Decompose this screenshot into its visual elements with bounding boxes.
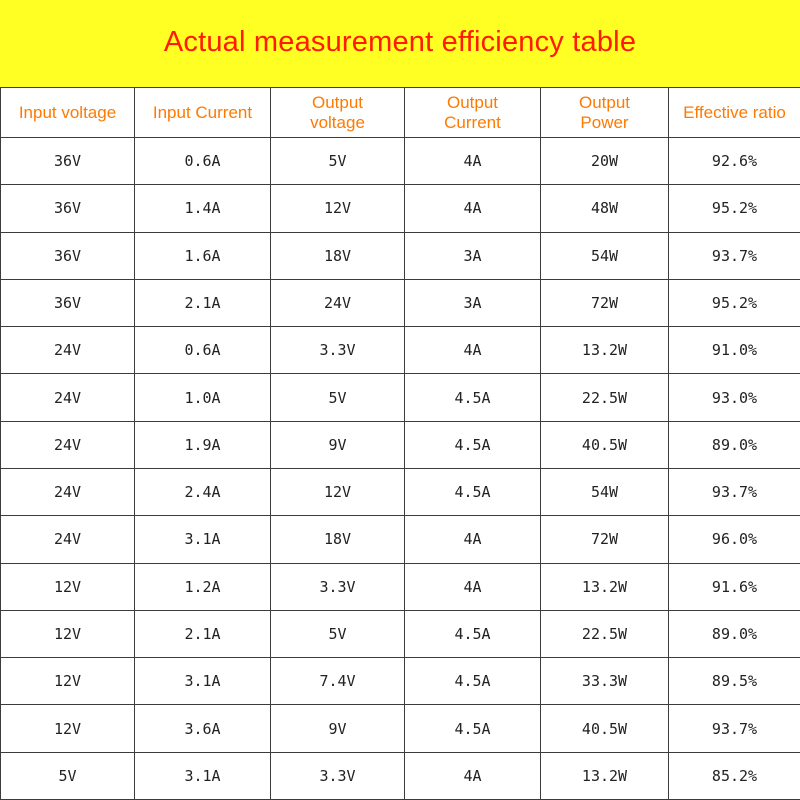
column-header — [1, 88, 135, 138]
table-row — [1, 421, 800, 468]
table-cell: 24V — [1, 468, 135, 515]
table-cell: 85.2% — [669, 752, 800, 799]
table-cell: 3.3V — [271, 327, 405, 374]
column-header — [271, 88, 405, 138]
table-cell: 95.2% — [669, 185, 800, 232]
table-cell: 13.2W — [541, 327, 669, 374]
table-cell: 33.3W — [541, 658, 669, 705]
efficiency-table — [0, 87, 800, 800]
table-cell: 9V — [271, 705, 405, 752]
table-cell: 89.0% — [669, 421, 800, 468]
table-cell: 3.6A — [135, 705, 271, 752]
table-cell: 2.4A — [135, 468, 271, 515]
table-cell: 13.2W — [541, 563, 669, 610]
table-cell: 20W — [541, 138, 669, 185]
column-header — [669, 88, 800, 138]
table-row — [1, 279, 800, 326]
table-cell: 1.2A — [135, 563, 271, 610]
table-cell: 4A — [405, 327, 541, 374]
table-cell: 4.5A — [405, 374, 541, 421]
table-cell: 22.5W — [541, 374, 669, 421]
table-cell: 4.5A — [405, 705, 541, 752]
column-header — [135, 88, 271, 138]
table-cell: 7.4V — [271, 658, 405, 705]
column-header — [541, 88, 669, 138]
table-cell: 9V — [271, 421, 405, 468]
table-row — [1, 658, 800, 705]
table-cell: 4A — [405, 516, 541, 563]
table-row — [1, 185, 800, 232]
table-cell: 4A — [405, 752, 541, 799]
column-header-label: Effective ratio — [683, 102, 786, 122]
table-row — [1, 610, 800, 657]
table-cell: 22.5W — [541, 610, 669, 657]
table-cell: 40.5W — [541, 421, 669, 468]
table-cell: 3A — [405, 279, 541, 326]
table-cell: 0.6A — [135, 327, 271, 374]
table-row — [1, 468, 800, 515]
column-header-label: Input Current — [152, 102, 253, 122]
table-cell: 4.5A — [405, 658, 541, 705]
table-cell: 89.5% — [669, 658, 800, 705]
table-cell: 91.0% — [669, 327, 800, 374]
table-cell: 3.1A — [135, 752, 271, 799]
table-cell: 5V — [1, 752, 135, 799]
table-cell: 2.1A — [135, 610, 271, 657]
table-cell: 36V — [1, 232, 135, 279]
table-cell: 36V — [1, 185, 135, 232]
table-cell: 4.5A — [405, 610, 541, 657]
table-cell: 18V — [271, 232, 405, 279]
table-cell: 93.7% — [669, 468, 800, 515]
table-cell: 4.5A — [405, 468, 541, 515]
table-cell: 12V — [1, 705, 135, 752]
table-row — [1, 232, 800, 279]
table-cell: 72W — [541, 516, 669, 563]
table-cell: 54W — [541, 232, 669, 279]
table-cell: 96.0% — [669, 516, 800, 563]
table-cell: 93.7% — [669, 705, 800, 752]
table-row — [1, 516, 800, 563]
table-cell: 93.7% — [669, 232, 800, 279]
column-header-label: Input voltage — [18, 102, 117, 122]
table-cell: 95.2% — [669, 279, 800, 326]
table-row — [1, 563, 800, 610]
table-cell: 0.6A — [135, 138, 271, 185]
table-cell: 12V — [1, 610, 135, 657]
table-cell: 4.5A — [405, 421, 541, 468]
table-cell: 24V — [271, 279, 405, 326]
table-cell: 12V — [271, 185, 405, 232]
table-cell: 18V — [271, 516, 405, 563]
table-cell: 3.1A — [135, 516, 271, 563]
table-cell: 3.1A — [135, 658, 271, 705]
table-cell: 92.6% — [669, 138, 800, 185]
table-row — [1, 327, 800, 374]
table-cell: 12V — [271, 468, 405, 515]
table-cell: 24V — [1, 327, 135, 374]
table-cell: 3.3V — [271, 752, 405, 799]
table-cell: 1.6A — [135, 232, 271, 279]
table-cell: 36V — [1, 279, 135, 326]
table-cell: 72W — [541, 279, 669, 326]
table-cell: 4A — [405, 138, 541, 185]
table-cell: 12V — [1, 563, 135, 610]
table-cell: 36V — [1, 138, 135, 185]
header-row — [1, 88, 800, 138]
table-cell: 1.4A — [135, 185, 271, 232]
table-cell: 2.1A — [135, 279, 271, 326]
table-cell: 89.0% — [669, 610, 800, 657]
table-cell: 24V — [1, 516, 135, 563]
table-cell: 1.9A — [135, 421, 271, 468]
table-row — [1, 138, 800, 185]
table-cell: 5V — [271, 610, 405, 657]
column-header-label: Output Current — [444, 92, 501, 132]
table-cell: 4A — [405, 185, 541, 232]
column-header — [405, 88, 541, 138]
column-header-label: Output Power — [578, 92, 631, 132]
table-cell: 24V — [1, 374, 135, 421]
table-body — [1, 138, 800, 800]
table-cell: 5V — [271, 374, 405, 421]
table-cell: 5V — [271, 138, 405, 185]
table-cell: 40.5W — [541, 705, 669, 752]
table-cell: 91.6% — [669, 563, 800, 610]
page-title: Actual measurement efficiency table — [163, 26, 637, 58]
table-cell: 4A — [405, 563, 541, 610]
table-cell: 3A — [405, 232, 541, 279]
table-row — [1, 705, 800, 752]
title-banner — [0, 0, 800, 87]
table-cell: 3.3V — [271, 563, 405, 610]
table-row — [1, 752, 800, 799]
table-cell: 48W — [541, 185, 669, 232]
table-cell: 54W — [541, 468, 669, 515]
table-cell: 13.2W — [541, 752, 669, 799]
table-cell: 12V — [1, 658, 135, 705]
table-row — [1, 374, 800, 421]
table-cell: 1.0A — [135, 374, 271, 421]
table-cell: 93.0% — [669, 374, 800, 421]
column-header-label: Output voltage — [310, 92, 365, 132]
table-cell: 24V — [1, 421, 135, 468]
